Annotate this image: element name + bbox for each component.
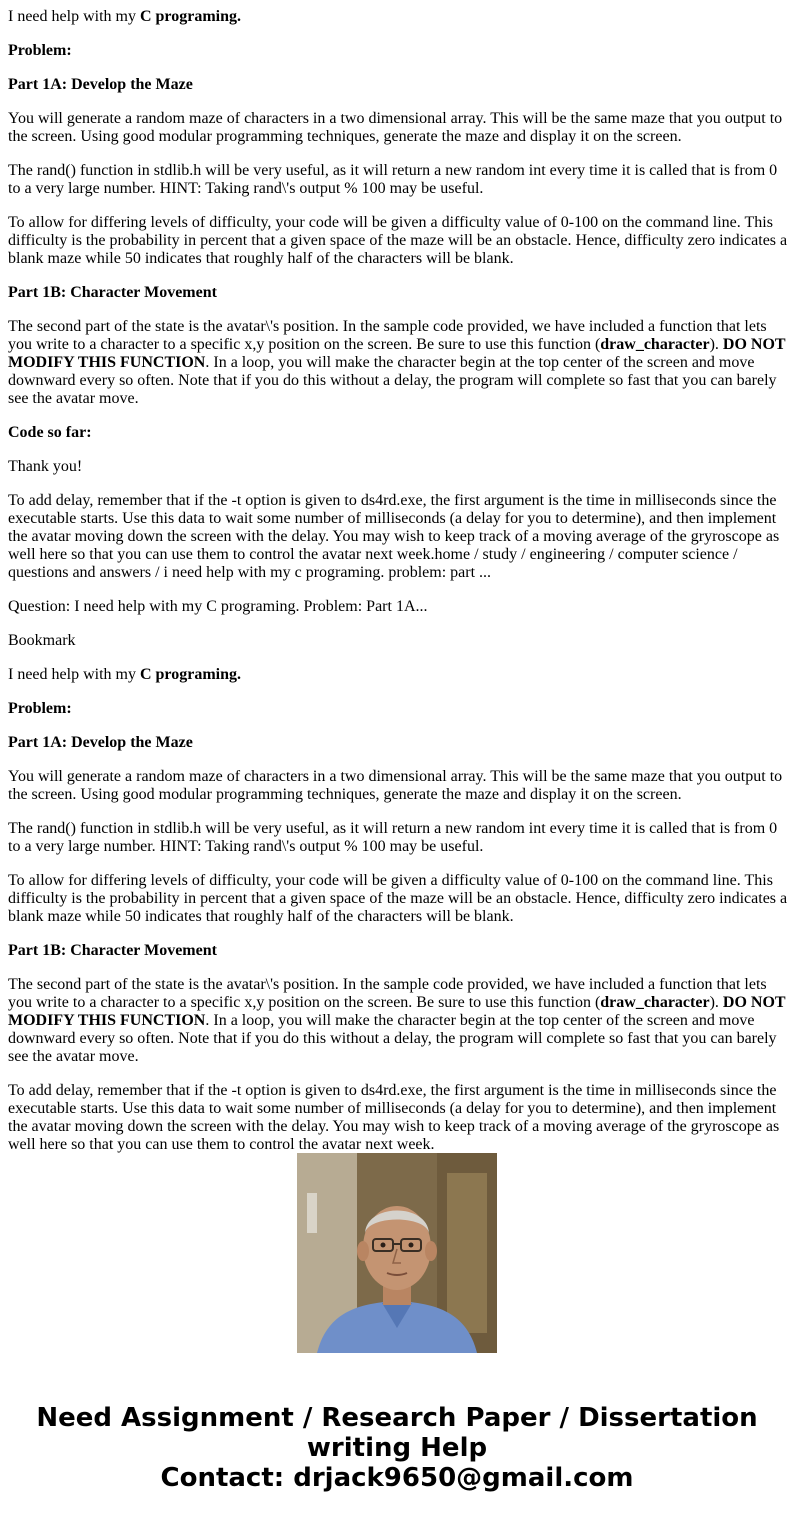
part1b-heading: Part 1B: Character Movement	[8, 284, 217, 301]
part1a-heading-repeat: Part 1A: Develop the Maze	[8, 734, 193, 751]
author-avatar	[297, 1153, 497, 1353]
part1a-paragraph-1: You will generate a random maze of characters in a two dimensional array. This will be the same maze that you output to the screen. Using good modular programming techniques, generate the maze and display it on the screen.	[8, 110, 783, 145]
part1b-paragraph: The second part of the state is the avatar\'s position. In the sample code provided, we have included a function that lets you write to a character to a specific x,y position on the screen. Be sure to use this function (draw_character). DO NOT MODIFY THIS FUNCTION. In a loop, you will make the character begin at the top center of the screen and move downward every so often. Note that if you do this without a delay, the program will complete so fast that you can barely see the avatar move.	[8, 318, 786, 407]
question-line: Question: I need help with my C programing. Problem: Part 1A...	[8, 598, 428, 615]
problem-heading-repeat: Problem:	[8, 700, 72, 717]
footer-contact[interactable]: Contact: drjack9650@gmail.com	[160, 1463, 634, 1493]
intro-bold-text: C programing.	[139, 8, 242, 25]
warning-text: DO NOT MODIFY THIS FUNCTION	[8, 336, 786, 371]
part1a-paragraph-3: To allow for differing levels of difficulty, your code will be given a difficulty value of 0-100 on the command line. This difficulty is the probability in percent that a given space of the maze will be an obstacle. Hence, difficulty zero indicates a blank maze while 50 indicates that roughly half of the characters will be blank.	[8, 214, 788, 267]
document-body	[8, 0, 788, 1153]
code-so-far-heading: Code so far:	[8, 424, 92, 441]
part1a-paragraph-2: The rand() function in stdlib.h will be very useful, as it will return a new random int every time it is called that is from 0 to a very large number. HINT: Taking rand\'s output % 100 may be useful.	[8, 162, 778, 197]
delay-paragraph: To add delay, remember that if the -t option is given to ds4rd.exe, the first argument is the time in milliseconds since the executable starts. Use this data to wait some number of milliseconds (a delay for you to determine), and then implement the avatar moving down the screen with the delay. You may wish to keep track of a moving average of the gryroscope as well here so that you can use them to control the avatar next week.home / study / engineering / computer science / questions and answers / i need help with my c programing. problem: part ...	[8, 492, 780, 581]
intro-line-repeat: I need help with my C programing.	[8, 666, 242, 683]
part1a-paragraph-2-repeat: The rand() function in stdlib.h will be very useful, as it will return a new random int every time it is called that is from 0 to a very large number. HINT: Taking rand\'s output % 100 may be useful.	[8, 820, 778, 855]
part1a-paragraph-3-repeat: To allow for differing levels of difficulty, your code will be given a difficulty value of 0-100 on the command line. This difficulty is the probability in percent that a given space of the maze will be an obstacle. Hence, difficulty zero indicates a blank maze while 50 indicates that roughly half of the characters will be blank.	[8, 872, 788, 925]
bookmark-link[interactable]: Bookmark	[8, 632, 76, 649]
problem-heading: Problem:	[8, 42, 72, 59]
contact-footer	[0, 1403, 794, 1493]
intro-line	[8, 8, 788, 26]
thank-you-text: Thank you!	[8, 458, 83, 475]
function-name: draw_character	[600, 336, 710, 353]
footer-headline: Need Assignment / Research Paper / Dissertation writing Help	[36, 1403, 758, 1463]
part1b-paragraph-repeat: The second part of the state is the avatar\'s position. In the sample code provided, we have included a function that lets you write to a character to a specific x,y position on the screen. Be sure to use this function (draw_character). DO NOT MODIFY THIS FUNCTION. In a loop, you will make the character begin at the top center of the screen and move downward every so often. Note that if you do this without a delay, the program will complete so fast that you can barely see the avatar move.	[8, 976, 786, 1065]
delay-paragraph-truncated: To add delay, remember that if the -t option is given to ds4rd.exe, the first argument is the time in milliseconds since the executable starts. Use this data to wait some number of milliseconds (a delay for you to determine), and then implement the avatar moving down the screen with the delay. You may wish to keep track of a moving average of the gryroscope as well here so that you can use them to control the avatar next week.	[8, 1082, 780, 1153]
intro-text: I need help with my	[8, 8, 140, 25]
part1a-heading: Part 1A: Develop the Maze	[8, 76, 193, 93]
part1b-heading-repeat: Part 1B: Character Movement	[8, 942, 217, 959]
part1a-paragraph-1-repeat: You will generate a random maze of characters in a two dimensional array. This will be the same maze that you output to the screen. Using good modular programming techniques, generate the maze and display it on the screen.	[8, 768, 783, 803]
